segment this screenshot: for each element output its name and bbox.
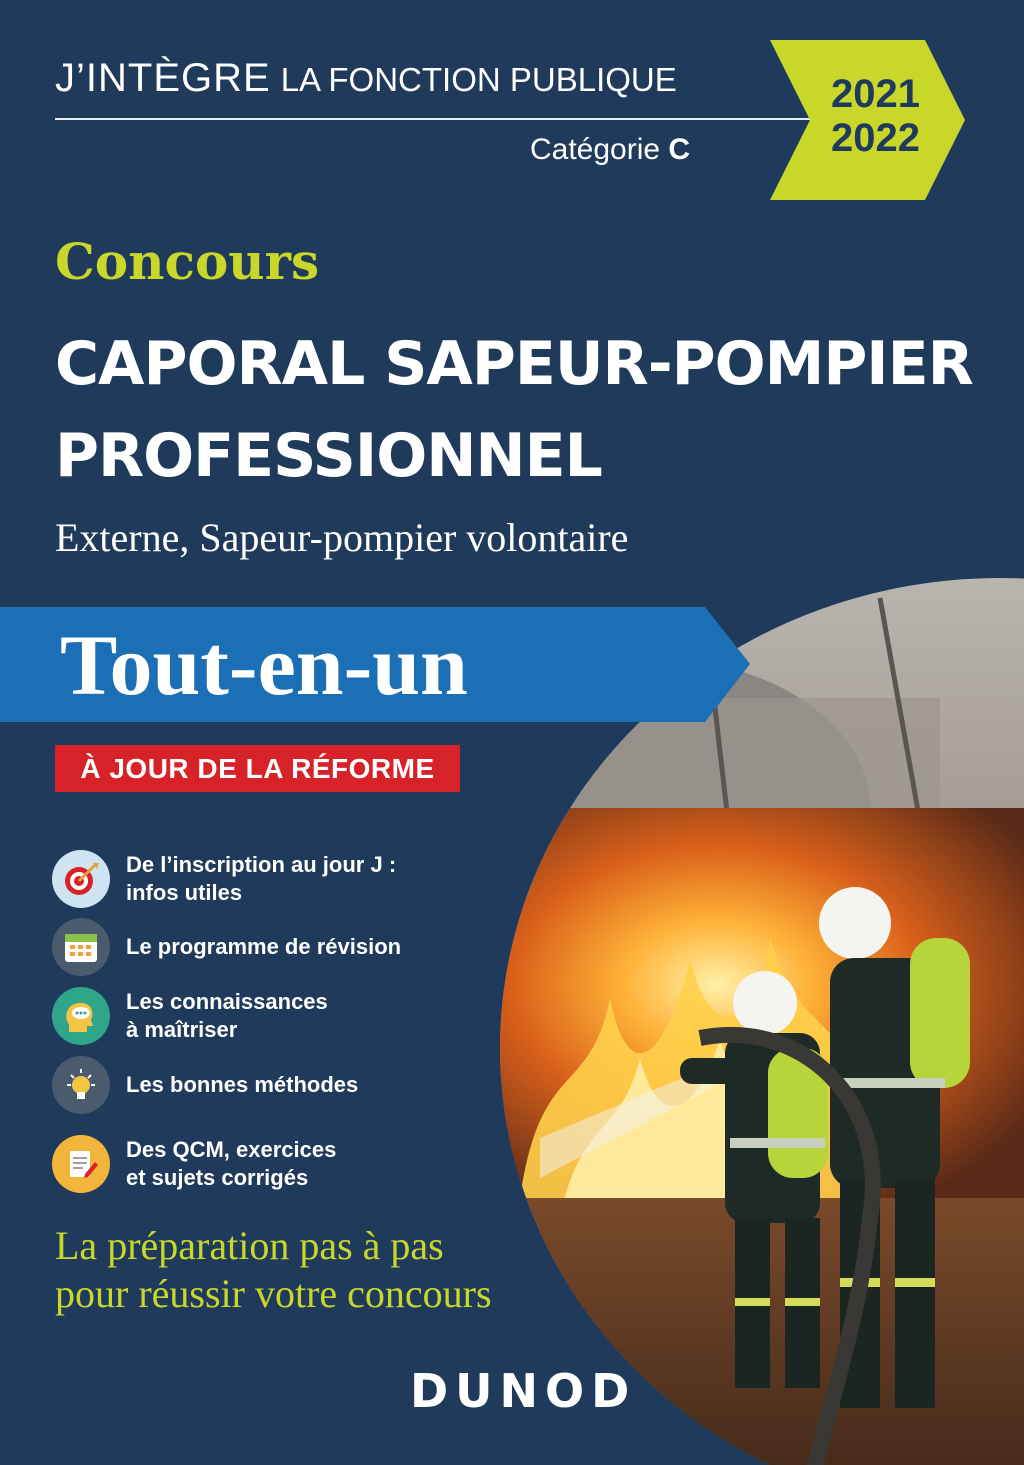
category-label	[530, 133, 690, 167]
header-divider	[55, 118, 835, 120]
category-text: Catégorie	[530, 133, 661, 166]
series-name-part1: J’INTÈGRE	[55, 56, 271, 100]
tagline-line1: La préparation pas à pas	[55, 1223, 444, 1268]
feature-item	[52, 850, 446, 908]
series-name-part2: LA FONCTION PUBLIQUE	[280, 61, 677, 98]
main-title-line2: PROFESSIONNEL	[55, 421, 602, 491]
category-value: C	[668, 133, 691, 166]
feature-item	[52, 987, 446, 1045]
publisher-logo: DUNOD	[410, 1364, 637, 1418]
feature-text-line2: à maîtriser	[126, 1017, 238, 1042]
feature-text-line1: De l’inscription au jour J :	[126, 852, 397, 877]
feature-item	[52, 1056, 446, 1114]
feature-item	[52, 1135, 446, 1193]
series-name	[55, 56, 677, 101]
light-bulb-icon	[52, 1056, 110, 1114]
feature-text-line1: Des QCM, exercices	[126, 1137, 337, 1162]
notepad-pencil-icon	[52, 1135, 110, 1193]
edition-years	[808, 72, 943, 160]
tagline-line2: pour réussir votre concours	[55, 1271, 492, 1316]
feature-text-line1: Les bonnes méthodes	[126, 1072, 359, 1097]
calendar-icon	[52, 918, 110, 976]
subtitle: Externe, Sapeur-pompier volontaire	[55, 515, 629, 560]
title-kicker: Concours	[55, 232, 320, 291]
banner-label: Tout-en-un	[60, 617, 468, 713]
feature-item	[52, 918, 446, 976]
feature-text-line1: Les connaissances	[126, 989, 328, 1014]
tagline	[55, 1222, 675, 1318]
year-start: 2021	[831, 72, 920, 116]
main-title-line1: CAPORAL SAPEUR-POMPIER	[55, 329, 973, 399]
feature-text-line1: Le programme de révision	[126, 934, 402, 959]
head-speech-bubble-icon	[52, 987, 110, 1045]
reform-badge: À JOUR DE LA RÉFORME	[55, 745, 460, 792]
feature-text-line2: infos utiles	[126, 880, 243, 905]
feature-text-line2: et sujets corrigés	[126, 1165, 309, 1190]
main-title	[55, 318, 995, 502]
target-dart-icon	[52, 850, 110, 908]
year-end: 2022	[831, 116, 920, 160]
